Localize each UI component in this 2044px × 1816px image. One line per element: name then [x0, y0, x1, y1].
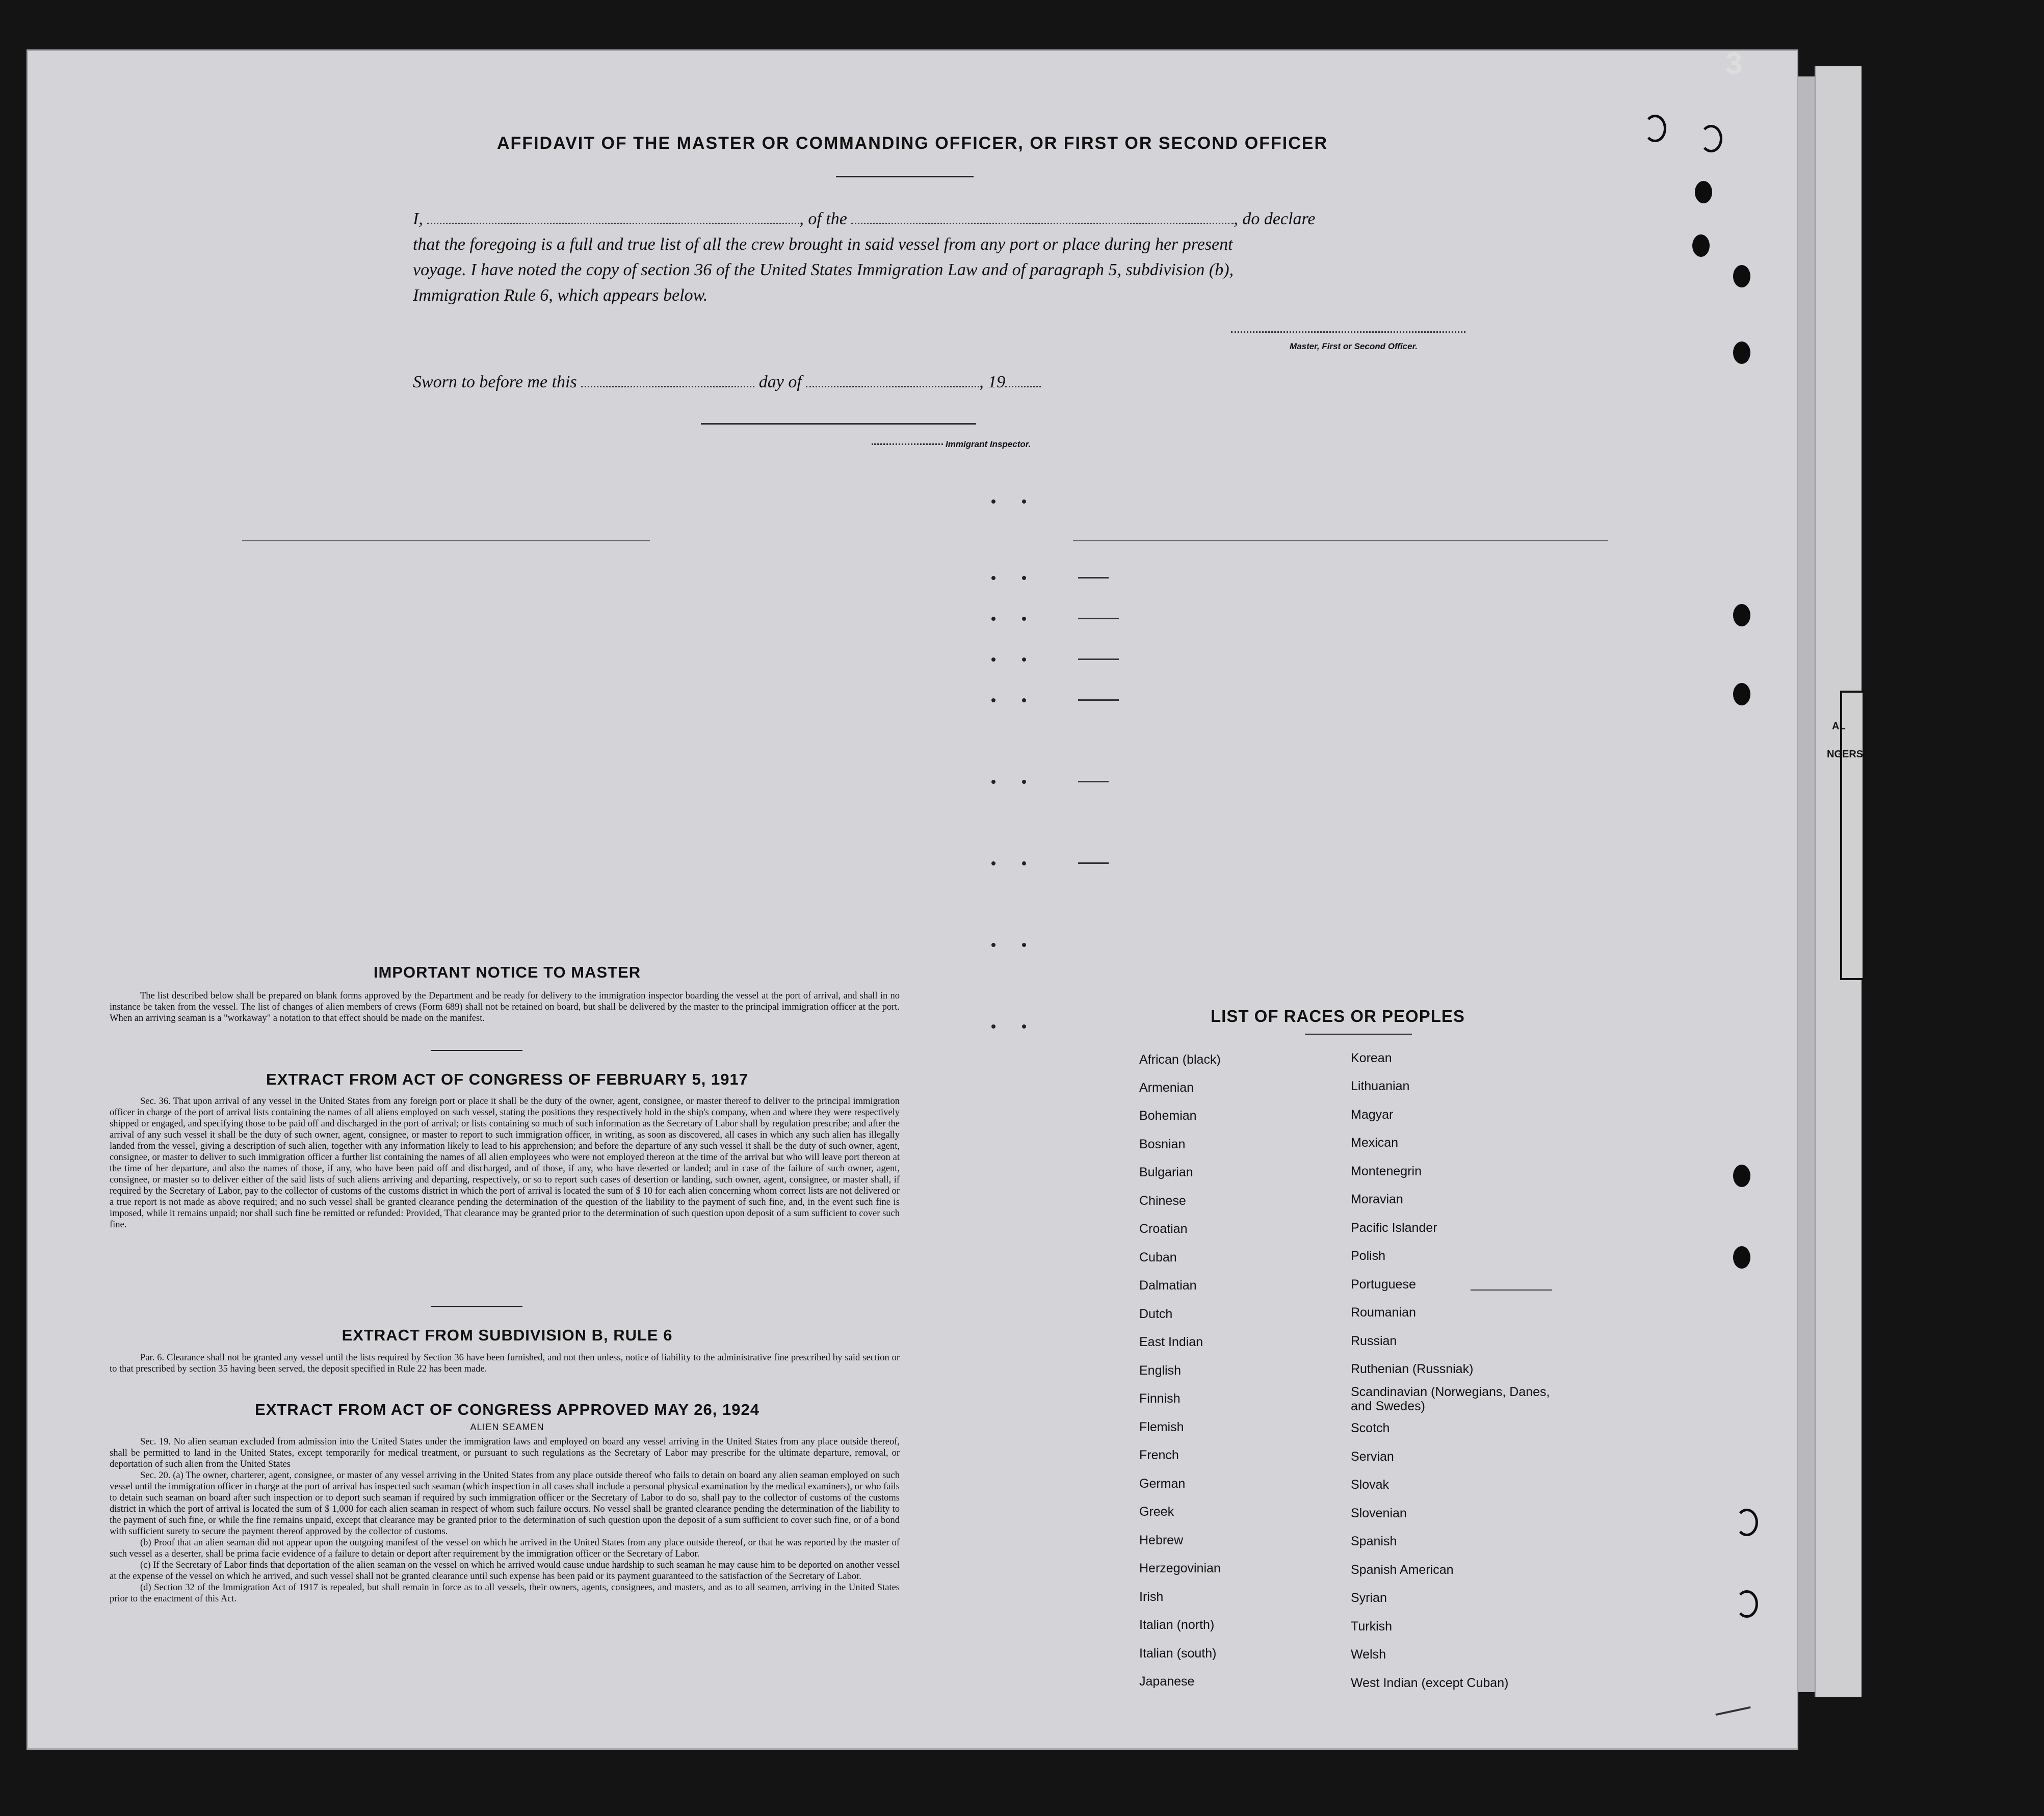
rule6-title: EXTRACT FROM SUBDIVISION B, RULE 6: [342, 1326, 673, 1344]
declaration-line-4: Immigration Rule 6, which appears below.: [413, 286, 708, 305]
decl-i: I,: [413, 209, 423, 228]
race-item: Italian (south): [1139, 1646, 1217, 1661]
rule6-body: Par. 6. Clearance shall not be granted any vessel until the lists required by Section 36 have been furnished, and not then unless, notice of liability to the administrative fine prescribed by said section or to that prescribed by section 35 having been served, the deposit specified in Rule 22 has been made.: [110, 1353, 900, 1374]
bleed-through-line: [1073, 540, 1608, 541]
declaration-line-2: that the foregoing is a full and true list of all the crew brought in said vessel from any port or place during her present: [413, 235, 1233, 254]
binder-hole-icon: [1733, 604, 1750, 626]
stamp-text-2: NGERS: [1827, 749, 1864, 760]
bleed-through-line: [242, 540, 650, 541]
binder-hole-icon: [1733, 1165, 1750, 1187]
section-divider: [431, 1306, 522, 1307]
race-item: Turkish: [1351, 1619, 1393, 1634]
sec20d-text: (d) Section 32 of the Immigration Act of 1917 is repealed, but shall remain in force as to all vessels, their owners, agents, consignees, and masters, and as to all seamen, arriving in the United States prior to the enactment of this Act.: [110, 1583, 900, 1604]
race-item: Slovenian: [1351, 1506, 1407, 1520]
dash-mark: [1078, 862, 1109, 864]
column-dot: [991, 780, 995, 784]
sec20a-text: Sec. 20. (a) The owner, charterer, agent, consignee, or master of any vessel arriving in the United States from any place outside thereof who fails to detain on board any alien seaman employed on such vessel until the immigration officer in charge at the port of arrival has inspected such seaman (which inspection in all cases shall include a personal physical examination by the medical examiners), or who fails to detain such seaman on board after such inspection or to deport such seaman if required by such immigration officer or the Secretary of Labor to do so, shall pay to the collector of customs of the customs district in which the port of arrival is located the sum of $ 1,000 for each alien seaman in respect of whom such failure occurs. No vessel shall be granted clearance pending the determination of the liability to the payment of such fine, or while the fine remains unpaid, except that clearance may be granted prior to the determination of such question upon the deposit of a sum sufficient to cover such fine, or of a bond with sufficient surety to secure the payment thereof approved by the collector of customs.: [110, 1470, 900, 1537]
race-item: Spanish American: [1351, 1563, 1454, 1577]
race-item: Ruthenian (Russniak): [1351, 1362, 1474, 1376]
race-item: Magyar: [1351, 1108, 1394, 1122]
inspector-dotted-line: [872, 443, 943, 445]
race-item: Herzegovinian: [1139, 1561, 1221, 1575]
race-item: Greek: [1139, 1505, 1174, 1519]
manifest-page: [28, 46, 1797, 1748]
races-title: LIST OF RACES OR PEOPLES: [1211, 1007, 1465, 1025]
race-item: Finnish: [1139, 1391, 1181, 1406]
binder-hole-icon: [1692, 234, 1710, 257]
column-dot: [1022, 1024, 1026, 1029]
race-item: Bohemian: [1139, 1109, 1197, 1123]
sworn-month-blank[interactable]: [806, 377, 979, 387]
column-dot: [1022, 780, 1026, 784]
notice-title: IMPORTANT NOTICE TO MASTER: [373, 963, 641, 981]
race-item: Welsh: [1351, 1647, 1386, 1662]
race-item: Roumanian: [1351, 1305, 1416, 1320]
binder-hole-icon: [1733, 341, 1750, 364]
race-item: Flemish: [1139, 1420, 1184, 1434]
dash-mark: [1078, 699, 1119, 701]
declaration-line-1: [413, 206, 1427, 232]
sworn-year: , 19: [979, 373, 1006, 391]
declaration-line-3: voyage. I have noted the copy of section 36 of the United States Immigration Law and of paragraph 5, subdivision (b),: [413, 260, 1234, 279]
extract-1924-subtitle: ALIEN SEAMEN: [470, 1422, 544, 1432]
sec20c-text: (c) If the Secretary of Labor finds that deportation of the alien seaman on the vessel on which he arrived would cause undue hardship to such seaman he may cause him to be deported on another vessel at the expense of the vessel on which he arrived, and such vessel shall not be granted clearance until such expense has been paid or its payment guaranteed to the satisfaction of the Secretary of Labor.: [110, 1560, 900, 1582]
title-divider: [836, 176, 974, 177]
dash-mark: [1078, 659, 1119, 660]
column-dot: [991, 698, 995, 702]
race-item: Armenian: [1139, 1081, 1194, 1095]
binder-hole-icon: [1736, 1509, 1758, 1536]
binder-hole-icon: [1695, 181, 1712, 203]
race-item: Lithuanian: [1351, 1079, 1410, 1093]
race-item: Scotch: [1351, 1421, 1390, 1435]
race-item: Italian (north): [1139, 1618, 1215, 1632]
inspector-label: Immigrant Inspector.: [946, 439, 1031, 449]
dash-mark: [1078, 618, 1119, 619]
stamp-text-1: AL: [1832, 721, 1846, 732]
race-item: Bulgarian: [1139, 1165, 1193, 1179]
race-item: African (black): [1139, 1052, 1221, 1067]
column-dot: [991, 861, 995, 865]
extract-1924-body: [110, 1436, 900, 1604]
races-divider: [1305, 1034, 1412, 1035]
binder-hole-icon: [1733, 683, 1750, 705]
column-dot: [1022, 499, 1026, 504]
decl-do-declare: , do declare: [1234, 209, 1316, 228]
column-dot: [1022, 698, 1026, 702]
column-dot: [1022, 943, 1026, 947]
underlying-form-box: [1827, 691, 1865, 980]
race-item: Pacific Islander: [1351, 1221, 1437, 1235]
race-item: Bosnian: [1139, 1137, 1186, 1151]
pencil-mark: [1471, 1289, 1552, 1291]
dash-mark: [1078, 577, 1109, 578]
binder-hole-icon: [1733, 265, 1750, 287]
race-item: Polish: [1351, 1249, 1386, 1263]
extract-1917-title: EXTRACT FROM ACT OF CONGRESS OF FEBRUARY 5, 1917: [266, 1070, 748, 1088]
column-dot: [1022, 617, 1026, 621]
sworn-year-blank[interactable]: [1005, 377, 1041, 387]
race-item: Mexican: [1351, 1136, 1399, 1150]
sec20b-text: (b) Proof that an alien seaman did not appear upon the outgoing manifest of the vessel on which he arrived in the United States from any place outside thereof, or that he was reported by the master of such vessel as a deserter, shall be prima facie evidence of a failure to detain or deport after requirement by the immigration officer or the Secretary of Labor.: [110, 1538, 900, 1559]
race-item: Scandinavian (Norwegians, Danes, and Swedes): [1351, 1385, 1550, 1413]
extract-1917-body: Sec. 36. That upon arrival of any vessel in the United States from any foreign port or place it shall be the duty of the owner, agent, consignee, or master thereof to deliver to the principal immigration officer in charge of the port of arrival lists containing the names of all aliens employed on such vessel, stating the positions they respectively hold in the ship's company, when and where they were respectively shipped or engaged, and specifying those to be paid off and discharged in the port of arrival; or lists containing so much of such information as the Secretary of Labor shall by regulation prescribe; and after the arrival of any such vessel it shall be the duty of such owner, agent, consignee, or master to report to such immigration officer, in writing, as soon as discovered, all cases in which any such alien has illegally landed from the vessel, giving a description of such alien, together with any information likely to lead to his apprehension; and before the departure of any such vessel it shall be the duty of such owner, agent, consignee, or master to deliver to such immigration officer a further list containing the names of all alien employees who were not employed thereon at the time of the arrival but who will leave port thereon at the time of her departure, and also the names of those, if any, who have been paid off and discharged, and of those, if any, who have deserted or landed; and in case of the failure of such owner, agent, consignee, or master so to deliver either of the said lists of such aliens arriving and departing, respectively, or so to report such cases of desertion or landing, such owner, agent, consignee, or master shall, if required by the Secretary of Labor, pay to the collector of customs of the customs district in which the port of arrival is located the sum of $ 10 for each alien concerning whom correct lists are not delivered or a true report is not made as above required; and no such vessel shall be granted clearance pending the determination of the question of the liability to the payment of such fine, and, in the event such fine is imposed, while it remains unpaid; nor shall such fine be remitted or refunded: Provided, That clearance may be granted prior to the determination of such question upon deposit of a sum sufficient to cover such fine.: [110, 1096, 900, 1230]
race-item: Slovak: [1351, 1478, 1390, 1492]
race-item: Portuguese: [1351, 1277, 1416, 1292]
race-item: Syrian: [1351, 1591, 1387, 1605]
inspector-signature-line[interactable]: [701, 423, 976, 425]
race-item: Montenegrin: [1351, 1164, 1422, 1178]
race-item: Irish: [1139, 1590, 1164, 1604]
column-dot: [991, 943, 995, 947]
column-dot: [1022, 657, 1026, 662]
decl-of-the: , of the: [799, 209, 847, 228]
race-item: Chinese: [1139, 1194, 1186, 1208]
race-item: Dutch: [1139, 1307, 1173, 1321]
vessel-blank[interactable]: [851, 213, 1234, 224]
column-dot: [991, 576, 995, 580]
race-item: Russian: [1351, 1334, 1397, 1348]
column-dot: [1022, 576, 1026, 580]
column-dot: [1022, 861, 1026, 865]
binder-hole-icon: [1736, 1590, 1758, 1618]
race-item: French: [1139, 1448, 1179, 1462]
affidavit-title: AFFIDAVIT OF THE MASTER OR COMMANDING OFFICER, OR FIRST OR SECOND OFFICER: [497, 134, 1328, 153]
race-item: Korean: [1351, 1051, 1392, 1065]
name-blank[interactable]: [427, 213, 799, 224]
race-item: Hebrew: [1139, 1533, 1184, 1547]
page-number: 3: [1725, 46, 1743, 81]
master-signature-label: Master, First or Second Officer.: [1290, 341, 1418, 351]
race-item: Servian: [1351, 1450, 1394, 1464]
dash-mark: [1078, 781, 1109, 782]
pencil-mark: [1715, 1706, 1750, 1716]
column-dot: [991, 1024, 995, 1029]
column-dot: [991, 499, 995, 504]
extract-1924-title: EXTRACT FROM ACT OF CONGRESS APPROVED MAY 26, 1924: [255, 1401, 759, 1418]
sworn-line: [413, 370, 1427, 395]
column-dot: [991, 657, 995, 662]
race-item: Cuban: [1139, 1250, 1177, 1265]
binder-hole-icon: [1733, 1246, 1750, 1269]
race-item: West Indian (except Cuban): [1351, 1676, 1509, 1690]
sec19-text: Sec. 19. No alien seaman excluded from admission into the United States under the immigration laws and employed on board any vessel arriving in the United States from any place outside thereof, shall be permitted to land in the United States, except temporarily for medical treatment, or pursuant to such regulations as the Secretary of Labor may prescribe for the ultimate departure, removal, or deportation of such alien from the United States: [110, 1437, 900, 1469]
race-item: East Indian: [1139, 1335, 1203, 1349]
notice-body: The list described below shall be prepared on blank forms approved by the Department and be ready for delivery to the immigration inspector boarding the vessel at the port of arrival, and shall in no instance be taken from the vessel. The list of changes of alien members of crews (Form 689) shall not be retained on board, but shall be delivered by the master to the principal immigration officer at the port. When an arriving seaman is a "workaway" a notation to that effect should be made on the manifest.: [110, 991, 900, 1023]
sworn-day-blank[interactable]: [581, 377, 754, 387]
race-item: Moravian: [1351, 1192, 1403, 1206]
race-item: Spanish: [1351, 1534, 1397, 1548]
sworn-day-of: day of: [758, 373, 802, 391]
race-item: English: [1139, 1363, 1181, 1378]
race-item: Croatian: [1139, 1222, 1188, 1236]
race-item: Dalmatian: [1139, 1278, 1197, 1293]
master-signature-line[interactable]: [1231, 331, 1465, 333]
race-item: Japanese: [1139, 1674, 1195, 1689]
race-item: German: [1139, 1477, 1186, 1491]
section-divider: [431, 1050, 522, 1051]
sworn-prefix: Sworn to before me this: [413, 373, 577, 391]
column-dot: [991, 617, 995, 621]
